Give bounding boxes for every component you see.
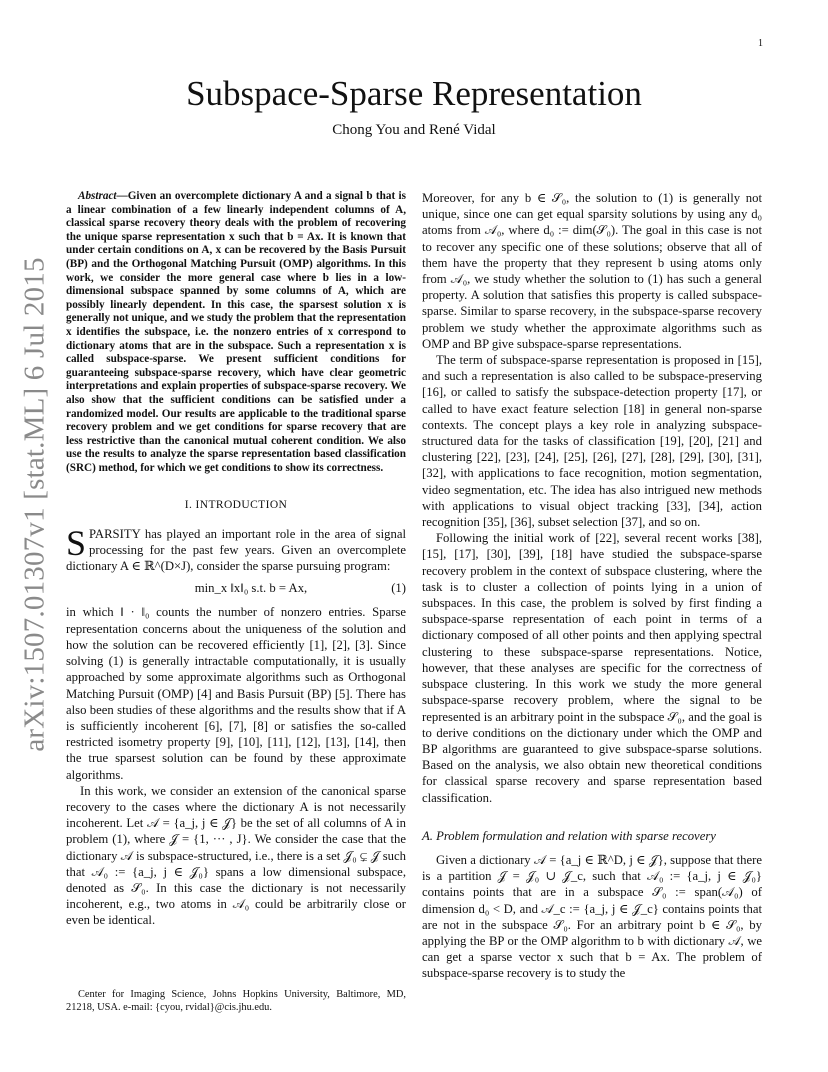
intro-paragraph-1-text: PARSITY has played an important role in the area of signal processing for the past few years. Given an overcomplete dictionary A ∈ ℝ^(D×J), consider the sparse pursuing program:: [66, 526, 406, 574]
equation-number: (1): [391, 581, 406, 596]
paper-authors: Chong You and René Vidal: [332, 122, 496, 138]
arxiv-stamp: [18, 256, 51, 752]
right-paragraph-4: Given a dictionary 𝒜 = {a_j ∈ ℝ^D, j ∈ 𝒥}, suppose that there is a partition 𝒥 = 𝒥₀ ∪ 𝒥_c, such that 𝒜₀ := {a_j, j ∈ 𝒥₀} contains points that are in a subspace 𝒮₀ := span(𝒜₀) of dimension d₀ < D, and 𝒜_c := {a_j, j ∈ 𝒥_c} contains points that are not in the subspace 𝒮₀. For an arbitrary point b ∈ 𝒮₀, by applying the BP or the OMP algorithm to b with dictionary 𝒜, we can get a sparse vector x such that b = Ax. The problem of subspace-sparse recovery is to study the: [422, 852, 762, 981]
right-column: [422, 190, 762, 982]
subsection-heading: A. Problem formulation and relation with sparse recovery: [422, 828, 716, 843]
intro-paragraph-2: in which ‖ · ‖₀ counts the number of nonzero entries. Sparse representation concerns about the uniqueness of the solution and how the solution can be recovered efficiently [1], [2], [3]. Since solving (1) is generally intractable computationally, it is usually approached by some approximate algorithms such as Orthogonal Matching Pursuit (OMP) [4] and Basis Pursuit (BP) [5]. There has also been studies of these algorithms and the results show that if A is sufficiently incoherent [6], [7], [8] or satisfies the so-called restricted isometry property [9], [10], [11], [12], [13], [14], then the true sparsest solution can be found by these approximate algorithms.: [66, 605, 406, 782]
abstract-lead: Abstract: [78, 190, 117, 202]
left-column: [66, 190, 406, 929]
abstract: [66, 190, 406, 475]
section-heading-introduction: I. INTRODUCTION: [184, 499, 288, 512]
drop-cap: S: [66, 522, 87, 563]
intro-paragraph-3: In this work, we consider an extension of the canonical sparse recovery to the cases where the dictionary A is not necessarily incoherent. Let 𝒜 = {a_j, j ∈ 𝒥} be the set of all columns of A in problem (1), where 𝒥 = {1, ··· , J}. We consider the case that the dictionary 𝒜 is subspace-structured, i.e., there is a set 𝒥₀ ⊊ 𝒥 such that 𝒜₀ := {a_j, j ∈ 𝒥₀} spans a low dimensional subspace, denoted as 𝒮₀. In this case the dictionary is not necessarily incoherent, e.g., two atoms in 𝒜₀ could be arbitrarily close or even be identical.: [66, 783, 406, 928]
intro-paragraph-1: [66, 522, 406, 575]
right-paragraph-1: Moreover, for any b ∈ 𝒮₀, the solution to (1) is generally not unique, since one can get equal sparsity solutions by using any d₀ atoms from 𝒜₀, where d₀ := dim(𝒮₀). The goal in this case is not to recover any specific one of these solutions; observe that all of them have the property that they represent b using atoms only from 𝒜₀, we study whether the solution to (1) has such a general property. A solution that satisfies this property is called subspace-sparse. Similar to sparse recovery, in the subspace-sparse recovery problem we study whether the approximate algorithms such as OMP and BP give subspace-sparse representations.: [422, 191, 762, 351]
paper-title: Subspace-Sparse Representation: [186, 74, 642, 113]
equation-1: [66, 580, 406, 596]
abstract-text: —Given an overcomplete dictionary A and a signal b that is a linear combination of a few linearly independent columns of A, classical sparse recovery theory deals with the problem of recovering the unique sparse representation x such that b = Ax. It is known that under certain conditions on A, x can be recovered by the Basis Pursuit (BP) and the Orthogonal Matching Pursuit (OMP) algorithms. In this work, we consider the more general case where b lies in a low-dimensional subspace spanned by some columns of A, which are possibly linearly dependent. In this case, the sparsest solution x is generally not unique, and we study the problem that the representation x identifies the subspace, i.e. the nonzero entries of x correspond to dictionary atoms that are in the subspace. Such a representation x is called subspace-sparse. We present sufficient conditions for guaranteeing subspace-sparse recovery, which have clear geometric interpretations and explain properties of subspace-sparse recovery. We also show that the sufficient conditions can be satisfied under a randomized model. Our results are applicable to the traditional sparse recovery problem and we get conditions for sparse recovery that are less restrictive than the canonical mutual coherent condition. We also use the results to analyze the sparse representation based classification (SRC) method, for which we get conditions to show its correctness.: [66, 190, 406, 474]
equation-body: min_x ‖x‖₀ s.t. b = Ax,: [194, 581, 308, 596]
arxiv-id: arXiv:1507.01307v1 [stat.ML] 6 Jul 2015: [18, 256, 51, 752]
affiliation-footnote: Center for Imaging Science, Johns Hopkins University, Baltimore, MD, 21218, USA. e-mail: {cyou, rvidal}@cis.jhu.edu.: [66, 989, 406, 1013]
right-paragraph-3: Following the initial work of [22], several recent works [38], [15], [17], [30], [39], [18] have studied the subspace-sparse recovery problem in the context of subspace clustering, where the task is to cluster a collection of points lying in a union of subspaces. In this case, the problem is solved by first finding a subspace-sparse representation of each point in terms of a dictionary composed of all other points and then applying spectral clustering to these subspace-sparse representations. Notice, however, that these analyses are specific for the correctness of subspace clustering. In this work we study the more general subspace-sparse recovery problem, where the signal to be represented is an arbitrary point in the subspace 𝒮₀, and the goal is to derive conditions on the dictionary under which the OMP and BP algorithms are guaranteed to give subspace-sparse solutions. Based on the analysis, we also obtain new theoretical conditions for classical sparse recovery and sparse representation based classification.: [422, 531, 762, 805]
right-paragraph-2: The term of subspace-sparse representation is proposed in [15], and such a representation is also called to be subspace-preserving [16], or called to satisfy the subspace-detection property [17], or called to have exact feature selection [18] in general non-sparse contexts. The concept plays a key role in analyzing subspace-structured data for the tasks of classification [19], [20], [21] and clustering [22], [23], [24], [25], [26], [27], [28], [29], [30], [31], [32], with applications to face recognition, motion segmentation, video segmentation, etc. The idea has also intrigued new methods with applications to visual object tracking [33], [34], action recognition [35], [36], subset selection [37], and so on.: [422, 353, 762, 530]
page-number: 1: [758, 38, 763, 49]
